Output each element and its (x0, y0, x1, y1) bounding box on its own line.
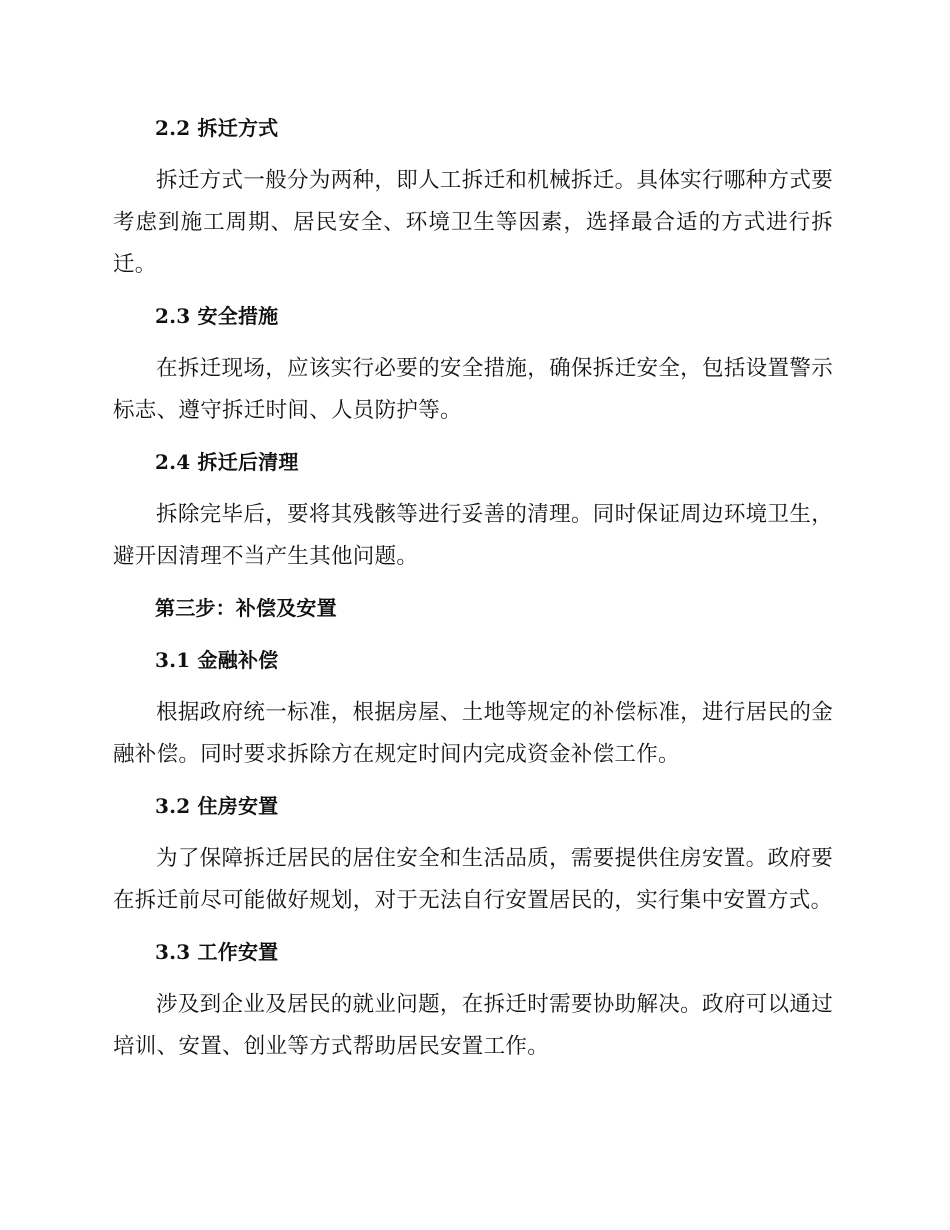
paragraph-job-resettlement: 涉及到企业及居民的就业问题，在拆迁时需要协助解决。政府可以通过培训、安置、创业等方式帮助居民安置工作。 (113, 992, 833, 1059)
paragraph-financial-compensation: 根据政府统一标准，根据房屋、土地等规定的补偿标准，进行居民的金融补偿。同时要求拆除方在规定时间内完成资金补偿工作。 (113, 700, 833, 767)
section-heading-2-4: 2.4 拆迁后清理 (155, 450, 299, 474)
section-heading-2-3: 2.3 安全措施 (155, 304, 279, 328)
paragraph-demolition-method: 拆迁方式一般分为两种，即人工拆迁和机械拆迁。具体实行哪种方式要考虑到施工周期、居民安全、环境卫生等因素，选择最合适的方式进行拆迁。 (113, 168, 833, 277)
section-heading-3-1: 3.1 金融补偿 (155, 648, 279, 672)
step-heading-3: 第三步：补偿及安置 (155, 596, 337, 620)
section-heading-3-2: 3.2 住房安置 (155, 794, 279, 818)
paragraph-post-demolition-cleanup: 拆除完毕后，要将其残骸等进行妥善的清理。同时保证周边环境卫生，避开因清理不当产生其他问题。 (113, 502, 833, 569)
section-heading-2-2: 2.2 拆迁方式 (155, 116, 279, 140)
paragraph-safety-measures: 在拆迁现场，应该实行必要的安全措施，确保拆迁安全，包括设置警示标志、遵守拆迁时间、人员防护等。 (113, 356, 833, 423)
paragraph-housing-resettlement: 为了保障拆迁居民的居住安全和生活品质，需要提供住房安置。政府要在拆迁前尽可能做好规划，对于无法自行安置居民的，实行集中安置方式。 (113, 846, 833, 913)
document-body (113, 108, 833, 1078)
section-heading-3-3: 3.3 工作安置 (155, 940, 279, 964)
